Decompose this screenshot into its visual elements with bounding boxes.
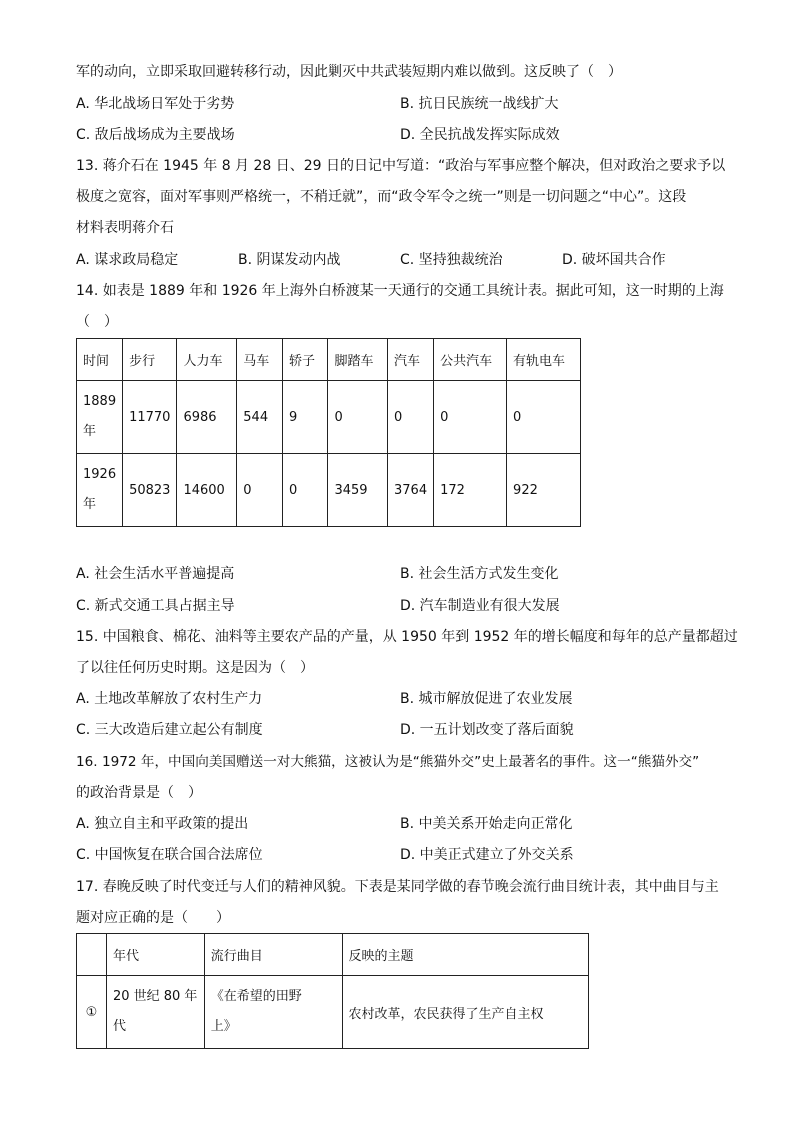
traffic-statistics-table <box>76 338 581 527</box>
header-cell: 流行曲目 <box>204 934 342 976</box>
q16-stem-line-1: 16. 1972 年，中国向美国赠送一对大熊猫，这被认为是“熊猫外交”史上最著名的事件。这一“熊猫外交” <box>76 754 700 770</box>
q12-option-a: A. 华北战场日军处于劣势 <box>76 96 235 112</box>
table-cell: 922 <box>507 454 581 527</box>
q13-stem-line-1: 13. 蒋介石在 1945 年 8 月 28 日、29 日的日记中写道：“政治与军事应整个解决，但对政治之要求予以 <box>76 158 726 174</box>
year-cell: 1926 年 <box>77 454 123 527</box>
header-cell: 轿子 <box>283 339 328 381</box>
q12-option-d: D. 全民抗战发挥实际成效 <box>400 127 560 143</box>
header-cell: 年代 <box>106 934 204 976</box>
q16-option-a: A. 独立自主和平政策的提出 <box>76 816 249 832</box>
header-cell: 反映的主题 <box>342 934 589 976</box>
q15-option-c: C. 三大改造后建立起公有制度 <box>76 722 263 738</box>
q14-option-b: B. 社会生活方式发生变化 <box>400 566 559 582</box>
table-cell: 50823 <box>123 454 177 527</box>
header-cell: 脚踏车 <box>328 339 388 381</box>
q13-option-c: C. 坚持独裁统治 <box>400 252 503 268</box>
q16-option-c: C. 中国恢复在联合国合法席位 <box>76 847 263 863</box>
q16-option-b: B. 中美关系开始走向正常化 <box>400 816 573 832</box>
table-cell: 0 <box>507 381 581 454</box>
table-cell: 0 <box>237 454 283 527</box>
q14-option-a: A. 社会生活水平普遍提高 <box>76 566 235 582</box>
q17-stem-line-2: 题对应正确的是（ ） <box>76 910 230 926</box>
q13-option-d: D. 破坏国共合作 <box>562 252 666 268</box>
q13-option-b: B. 阴谋发动内战 <box>238 252 341 268</box>
q14-option-c: C. 新式交通工具占据主导 <box>76 598 235 614</box>
table-cell: 0 <box>283 454 328 527</box>
q16-stem-line-2: 的政治背景是（ ） <box>76 785 202 801</box>
header-cell <box>77 934 107 976</box>
q15-stem-line-1: 15. 中国粮食、棉花、油料等主要农产品的产量，从 1950 年到 1952 年的增长幅度和每年的总产量都超过 <box>76 629 738 645</box>
table-cell: 0 <box>388 381 434 454</box>
table-cell: 11770 <box>123 381 177 454</box>
header-cell: 时间 <box>77 339 123 381</box>
theme-cell: 农村改革，农民获得了生产自主权 <box>342 976 589 1049</box>
table-cell: 3764 <box>388 454 434 527</box>
q12-option-c: C. 敌后战场成为主要战场 <box>76 127 235 143</box>
table-row-1889 <box>77 381 581 454</box>
header-cell: 汽车 <box>388 339 434 381</box>
table-row-1926 <box>77 454 581 527</box>
q15-stem-line-2: 了以往任何历史时期。这是因为（ ） <box>76 660 314 676</box>
song-cell: 《在希望的田野 上》 <box>204 976 342 1049</box>
era-cell: 20 世纪 80 年 代 <box>106 976 204 1049</box>
q12-stem: 军的动向，立即采取回避转移行动，因此剿灭中共武装短期内难以做到。这反映了（ ） <box>76 64 622 80</box>
header-cell: 人力车 <box>177 339 237 381</box>
table-cell: 6986 <box>177 381 237 454</box>
table-cell: 0 <box>434 381 507 454</box>
table-row <box>77 976 589 1049</box>
header-cell: 马车 <box>237 339 283 381</box>
q14-stem-line-2: （ ） <box>76 314 118 330</box>
table-header-row <box>77 934 589 976</box>
table-cell: 172 <box>434 454 507 527</box>
table-cell: 544 <box>237 381 283 454</box>
q15-option-a: A. 土地改革解放了农村生产力 <box>76 691 263 707</box>
table-header-row <box>77 339 581 381</box>
q17-stem-line-1: 17. 春晚反映了时代变迁与人们的精神风貌。下表是某同学做的春节晚会流行曲目统计表，其中曲目与主 <box>76 879 719 895</box>
table-cell: 14600 <box>177 454 237 527</box>
year-cell: 1889 年 <box>77 381 123 454</box>
q13-stem-line-3: 材料表明蒋介石 <box>76 220 174 236</box>
q12-option-b: B. 抗日民族统一战线扩大 <box>400 96 559 112</box>
header-cell: 有轨电车 <box>507 339 581 381</box>
row-marker: ① <box>77 976 107 1049</box>
q15-option-d: D. 一五计划改变了落后面貌 <box>400 722 574 738</box>
q15-option-b: B. 城市解放促进了农业发展 <box>400 691 573 707</box>
header-cell: 公共汽车 <box>434 339 507 381</box>
table-cell: 3459 <box>328 454 388 527</box>
q14-stem-line-1: 14. 如表是 1889 年和 1926 年上海外白桥渡某一天通行的交通工具统计表。据此可知，这一时期的上海 <box>76 283 724 299</box>
q13-option-a: A. 谋求政局稳定 <box>76 252 179 268</box>
table-cell: 0 <box>328 381 388 454</box>
q16-option-d: D. 中美正式建立了外交关系 <box>400 847 574 863</box>
spring-gala-songs-table <box>76 933 589 1049</box>
q13-stem-line-2: 极度之宽容，面对军事则严格统一，不稍迁就”，而“政令军令之统一”则是一切问题之“中心”。这段 <box>76 189 687 205</box>
q14-option-d: D. 汽车制造业有很大发展 <box>400 598 560 614</box>
table-cell: 9 <box>283 381 328 454</box>
header-cell: 步行 <box>123 339 177 381</box>
